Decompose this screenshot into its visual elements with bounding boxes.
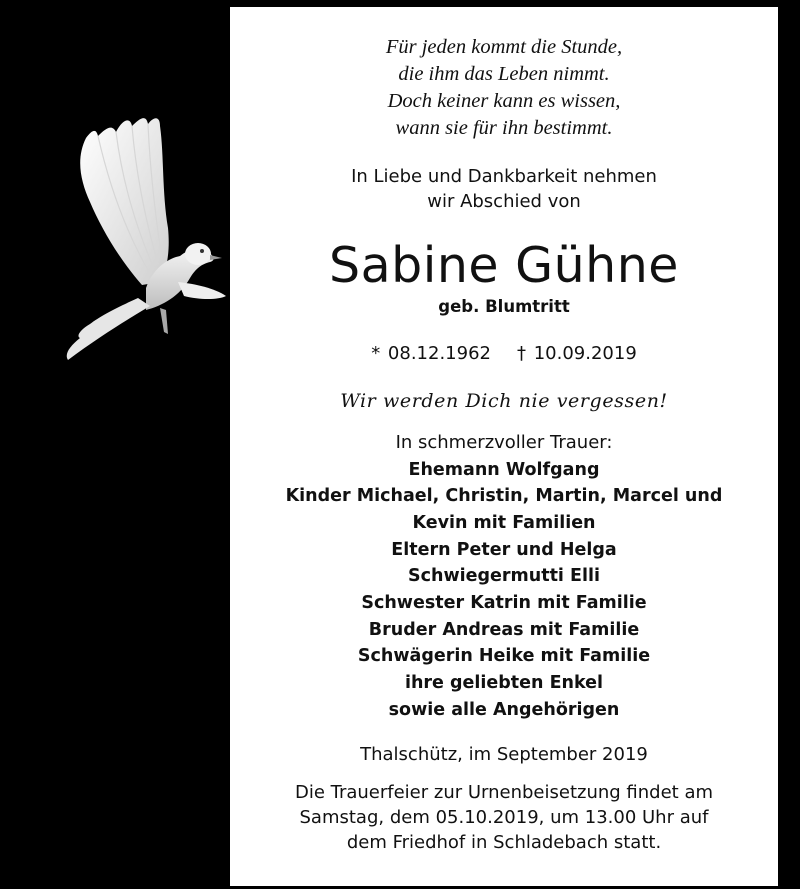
white-dove-icon — [50, 110, 230, 380]
mourner-line: ihre geliebten Enkel — [404, 673, 604, 694]
intro-line: wir Abschied von — [427, 191, 581, 212]
grief-intro: In schmerzvoller Trauer: — [395, 432, 613, 453]
place-and-date: Thalschütz, im September 2019 — [360, 743, 648, 765]
mourner-line: Schwägerin Heike mit Familie — [357, 646, 651, 667]
mourner-line: Kevin mit Familien — [412, 512, 596, 533]
poem-line: wann sie für ihn bestimmt. — [395, 117, 613, 139]
death-date: † 10.09.2019 — [517, 343, 637, 364]
service-line: dem Friedhof in Schladebach statt. — [346, 831, 662, 853]
mourners-list — [230, 457, 778, 724]
service-line: Samstag, dem 05.10.2019, um 13.00 Uhr auf — [299, 806, 709, 828]
intro-line: In Liebe und Dankbarkeit nehmen — [351, 166, 657, 187]
mourner-line: Eltern Peter und Helga — [391, 539, 617, 560]
mourner-line: Schwester Katrin mit Familie — [361, 593, 647, 614]
birth-date: * 08.12.1962 — [371, 343, 491, 364]
obituary-panel — [230, 7, 778, 886]
service-line: Die Trauerfeier zur Urnenbeisetzung findet am — [294, 781, 714, 803]
poem-line: die ihm das Leben nimmt. — [398, 63, 610, 85]
poem — [230, 34, 778, 142]
mourner-line: Schwiegermutti Elli — [408, 566, 600, 587]
maiden-name: geb. Blumtritt — [438, 297, 570, 316]
funeral-service-info — [230, 780, 778, 855]
deceased-name: Sabine Gühne — [329, 237, 679, 294]
motto: Wir werden Dich nie vergessen! — [340, 390, 668, 412]
farewell-intro — [230, 164, 778, 214]
mourner-line: Kinder Michael, Christin, Martin, Marcel und — [285, 486, 723, 507]
life-dates — [230, 342, 778, 366]
mourner-line: Bruder Andreas mit Familie — [368, 619, 640, 640]
mourner-line: Ehemann Wolfgang — [408, 459, 600, 480]
poem-line: Doch keiner kann es wissen, — [387, 90, 621, 112]
mourner-line: sowie alle Angehörigen — [388, 699, 620, 720]
obituary-content — [230, 7, 778, 855]
poem-line: Für jeden kommt die Stunde, — [385, 36, 623, 58]
